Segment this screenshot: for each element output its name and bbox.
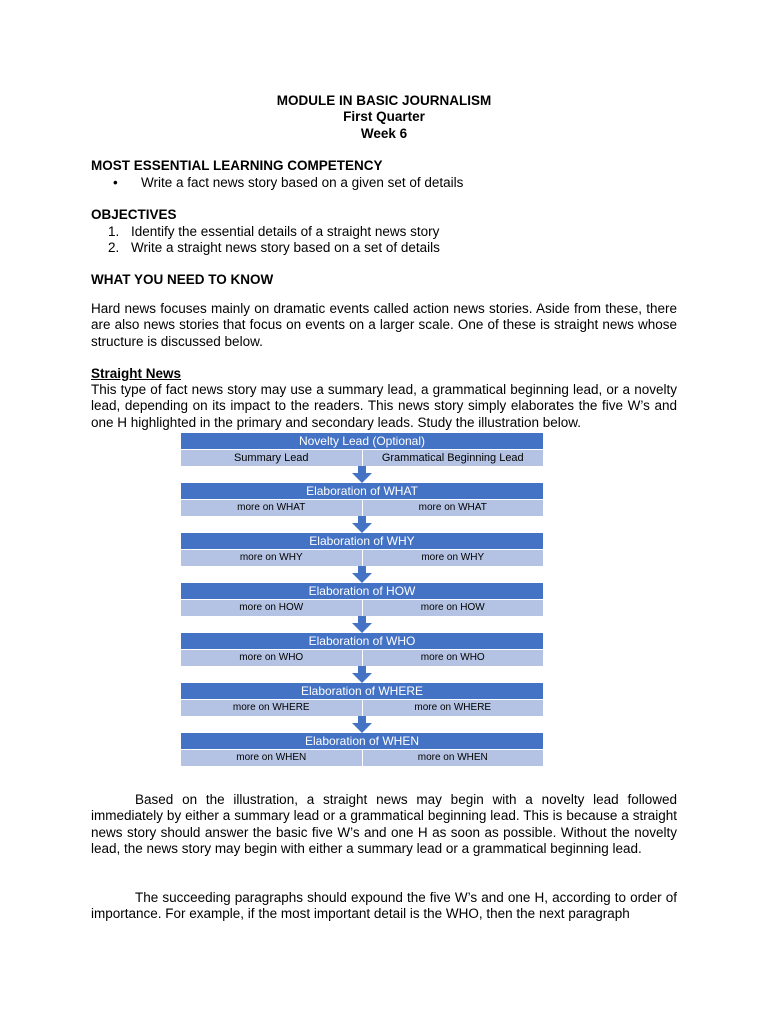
stage-detail-left: Summary Lead	[233, 452, 309, 464]
down-arrow-icon	[181, 616, 543, 633]
down-arrow-icon	[181, 466, 543, 483]
list-item	[91, 240, 677, 256]
stage-detail-left: more on WHEN	[236, 752, 307, 763]
stage-details	[181, 549, 543, 566]
body-paragraph-1: Based on the illustration, a straight news may begin with a novelty lead followed immediately by either a summary lead or a grammatical beginning lead. This is because a straight news story should answer the basic five W’s and one H as soon as possible. Without the novelty lead, the news story may begin with either a summary lead or a grammatical beginning lead.	[91, 792, 677, 856]
diagram-stage	[181, 583, 543, 616]
stage-title: Elaboration of WHO	[181, 633, 543, 649]
stage-detail-right: more on HOW	[362, 600, 544, 616]
stage-title: Elaboration of WHY	[181, 533, 543, 549]
stage-detail-right: more on WHERE	[362, 700, 544, 716]
straight-news-paragraph: This type of fact news story may use a summary lead, a grammatical beginning lead, or a novelty lead, depending on its impact to the readers. This news story simply elaborates the five W’s and one H highlighted in the primary and secondary leads. Study the illustration below.	[91, 382, 677, 430]
list-number: 2.	[108, 240, 120, 256]
know-heading: WHAT YOU NEED TO KNOW	[91, 272, 274, 287]
melc-heading: MOST ESSENTIAL LEARNING COMPETENCY	[91, 158, 383, 173]
list-number: 1.	[108, 224, 120, 239]
down-arrow-icon	[181, 666, 543, 683]
stage-details	[181, 649, 543, 666]
stage-title: Elaboration of HOW	[181, 583, 543, 599]
objectives-heading: OBJECTIVES	[91, 207, 177, 222]
diagram-stage	[181, 483, 543, 516]
stage-detail-right: more on WHO	[362, 650, 544, 666]
week-label: Week 6	[360, 126, 408, 141]
stage-details	[181, 449, 543, 466]
straight-news-diagram	[181, 433, 543, 766]
diagram-stage	[181, 633, 543, 666]
stage-detail-right: more on WHEN	[362, 750, 544, 766]
diagram-stage	[181, 733, 543, 766]
melc-list	[91, 175, 677, 191]
diagram-stage	[181, 533, 543, 566]
stage-detail-right: Grammatical Beginning Lead	[362, 450, 544, 466]
stage-details	[181, 499, 543, 516]
body-paragraph-2: The succeeding paragraphs should expound the five W’s and one H, according to order of importance. For example, if the most important detail is the WHO, then the next paragraph	[91, 890, 677, 922]
module-title: MODULE IN BASIC JOURNALISM	[276, 93, 492, 108]
stage-title: Elaboration of WHEN	[181, 733, 543, 749]
stage-details	[181, 699, 543, 716]
know-paragraph: Hard news focuses mainly on dramatic events called action news stories. Aside from these, there are also news stories that focus on events on a larger scale. One of these is straight news whose structure is discussed below.	[91, 301, 677, 349]
objectives-list	[91, 224, 677, 257]
stage-details	[181, 599, 543, 616]
melc-item-text: Write a fact news story based on a given set of details	[141, 175, 464, 190]
diagram-stage	[181, 683, 543, 716]
stage-title: Novelty Lead (Optional)	[181, 433, 543, 449]
quarter-label: First Quarter	[343, 109, 425, 124]
objective-text: Write a straight news story based on a set of details	[131, 240, 440, 256]
stage-detail-left: more on WHO	[239, 652, 304, 663]
list-item	[91, 175, 677, 191]
bullet-icon: •	[113, 175, 118, 190]
diagram-stage	[181, 433, 543, 466]
stage-title: Elaboration of WHAT	[181, 483, 543, 499]
stage-detail-left: more on WHY	[239, 552, 303, 563]
objective-text: Identify the essential details of a straight news story	[131, 224, 440, 239]
stage-detail-right: more on WHAT	[362, 500, 544, 516]
stage-title: Elaboration of WHERE	[181, 683, 543, 699]
down-arrow-icon	[181, 516, 543, 533]
down-arrow-icon	[181, 716, 543, 733]
stage-detail-left: more on WHAT	[237, 502, 306, 513]
down-arrow-icon	[181, 566, 543, 583]
stage-detail-left: more on HOW	[239, 602, 304, 613]
list-item	[91, 224, 677, 240]
stage-detail-left: more on WHERE	[232, 702, 310, 713]
stage-detail-right: more on WHY	[362, 550, 544, 566]
stage-details	[181, 749, 543, 766]
straight-news-heading: Straight News	[91, 366, 182, 381]
